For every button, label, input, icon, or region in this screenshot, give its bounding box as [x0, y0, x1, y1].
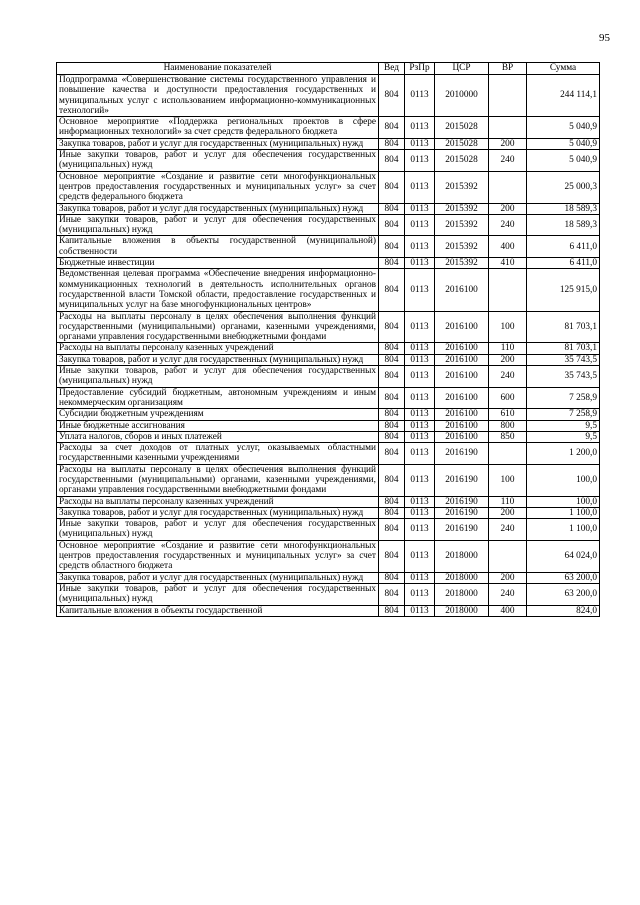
cell-vr: 110: [489, 496, 527, 507]
cell-sum: 125 915,0: [527, 269, 600, 311]
cell-csr: 2016100: [435, 366, 489, 388]
cell-rzpr: 0113: [405, 496, 435, 507]
cell-vr: 240: [489, 519, 527, 541]
cell-ved: 804: [379, 540, 405, 572]
cell-csr: 2015028: [435, 138, 489, 149]
cell-ved: 804: [379, 214, 405, 236]
table-row: [57, 420, 600, 431]
cell-ved: 804: [379, 366, 405, 388]
cell-sum: 5 040,9: [527, 138, 600, 149]
cell-name: Закупка товаров, работ и услуг для государственных (муниципальных) нужд: [57, 203, 379, 214]
cell-ved: 804: [379, 572, 405, 583]
cell-ved: 804: [379, 311, 405, 343]
cell-vr: 400: [489, 605, 527, 616]
cell-vr: 240: [489, 583, 527, 605]
cell-rzpr: 0113: [405, 431, 435, 442]
cell-sum: 6 411,0: [527, 258, 600, 269]
cell-rzpr: 0113: [405, 519, 435, 541]
cell-ved: 804: [379, 236, 405, 258]
table-row: [57, 258, 600, 269]
cell-csr: 2016100: [435, 409, 489, 420]
cell-sum: 100,0: [527, 496, 600, 507]
table-row: [57, 311, 600, 343]
cell-rzpr: 0113: [405, 117, 435, 139]
budget-table: [56, 62, 600, 617]
cell-ved: 804: [379, 443, 405, 465]
cell-name: Капитальные вложения в объекты государственной: [57, 605, 379, 616]
header-ved: Вед: [379, 63, 405, 75]
cell-csr: 2016190: [435, 464, 489, 496]
cell-rzpr: 0113: [405, 605, 435, 616]
cell-csr: 2018000: [435, 540, 489, 572]
cell-rzpr: 0113: [405, 138, 435, 149]
cell-ved: 804: [379, 269, 405, 311]
cell-rzpr: 0113: [405, 236, 435, 258]
cell-sum: 9,5: [527, 420, 600, 431]
cell-name: Закупка товаров, работ и услуг для государственных (муниципальных) нужд: [57, 138, 379, 149]
cell-rzpr: 0113: [405, 583, 435, 605]
cell-sum: 6 411,0: [527, 236, 600, 258]
cell-sum: 18 589,3: [527, 214, 600, 236]
table-row: [57, 443, 600, 465]
cell-name: Расходы на выплаты персоналу казенных учреждений: [57, 496, 379, 507]
cell-vr: 200: [489, 138, 527, 149]
cell-ved: 804: [379, 354, 405, 365]
cell-ved: 804: [379, 171, 405, 203]
cell-rzpr: 0113: [405, 540, 435, 572]
cell-csr: 2015392: [435, 258, 489, 269]
cell-vr: [489, 117, 527, 139]
table-row: [57, 150, 600, 172]
cell-ved: 804: [379, 496, 405, 507]
cell-vr: 200: [489, 507, 527, 518]
header-rzpr: РзПр: [405, 63, 435, 75]
page-number: 95: [599, 32, 610, 44]
cell-vr: 110: [489, 343, 527, 354]
cell-name: Расходы на выплаты персоналу в целях обеспечения выполнения функций государственными (муниципальными) органами, казенными учреждениями, органами управления государственными внебюджетными фондами: [57, 311, 379, 343]
cell-ved: 804: [379, 519, 405, 541]
cell-csr: 2015392: [435, 171, 489, 203]
header-sum: Сумма: [527, 63, 600, 75]
cell-csr: 2018000: [435, 583, 489, 605]
table-header-row: [57, 63, 600, 75]
cell-vr: 200: [489, 354, 527, 365]
cell-sum: 1 200,0: [527, 443, 600, 465]
cell-name: Ведомственная целевая программа «Обеспечение внедрения информационно-коммуникационных технологий в деятельность исполнительных органов государственной власти Томской области, предоставление государственных и муниципальных услуг на базе многофункциональных центров»: [57, 269, 379, 311]
cell-ved: 804: [379, 203, 405, 214]
cell-csr: 2016100: [435, 311, 489, 343]
cell-rzpr: 0113: [405, 354, 435, 365]
cell-rzpr: 0113: [405, 572, 435, 583]
cell-sum: 244 114,1: [527, 75, 600, 117]
table-row: [57, 507, 600, 518]
cell-rzpr: 0113: [405, 366, 435, 388]
cell-csr: 2015392: [435, 236, 489, 258]
cell-name: Субсидии бюджетным учреждениям: [57, 409, 379, 420]
cell-rzpr: 0113: [405, 409, 435, 420]
cell-sum: 18 589,3: [527, 203, 600, 214]
cell-name: Иные закупки товаров, работ и услуг для обеспечения государственных (муниципальных) нужд: [57, 583, 379, 605]
cell-name: Иные закупки товаров, работ и услуг для обеспечения государственных (муниципальных) нужд: [57, 519, 379, 541]
cell-csr: 2016190: [435, 519, 489, 541]
cell-name: Иные бюджетные ассигнования: [57, 420, 379, 431]
cell-vr: [489, 443, 527, 465]
table-row: [57, 605, 600, 616]
cell-sum: 1 100,0: [527, 507, 600, 518]
header-name: Наименование показателей: [57, 63, 379, 75]
cell-csr: 2018000: [435, 572, 489, 583]
table-row: [57, 269, 600, 311]
table-row: [57, 203, 600, 214]
cell-vr: 200: [489, 572, 527, 583]
table-row: [57, 572, 600, 583]
cell-rzpr: 0113: [405, 311, 435, 343]
cell-sum: 81 703,1: [527, 343, 600, 354]
table-row: [57, 138, 600, 149]
cell-name: Подпрограмма «Совершенствование системы государственного управления и повышение качества и доступности предоставления государственных и муниципальных услуг с использованием информационно-коммуникационных технологий»: [57, 75, 379, 117]
cell-name: Закупка товаров, работ и услуг для государственных (муниципальных) нужд: [57, 354, 379, 365]
cell-csr: 2015392: [435, 203, 489, 214]
cell-name: Основное мероприятие «Создание и развитие сети многофункциональных центров предоставления государственных и муниципальных услуг» за счет средств федерального бюджета: [57, 171, 379, 203]
table-row: [57, 431, 600, 442]
cell-csr: 2010000: [435, 75, 489, 117]
cell-rzpr: 0113: [405, 203, 435, 214]
table-row: [57, 75, 600, 117]
cell-sum: 7 258,9: [527, 387, 600, 409]
cell-vr: 850: [489, 431, 527, 442]
cell-vr: 100: [489, 311, 527, 343]
cell-vr: 240: [489, 150, 527, 172]
header-csr: ЦСР: [435, 63, 489, 75]
cell-vr: [489, 75, 527, 117]
table-row: [57, 496, 600, 507]
cell-ved: 804: [379, 431, 405, 442]
cell-rzpr: 0113: [405, 258, 435, 269]
cell-vr: 610: [489, 409, 527, 420]
cell-name: Иные закупки товаров, работ и услуг для обеспечения государственных (муниципальных) нужд: [57, 366, 379, 388]
table-row: [57, 519, 600, 541]
cell-ved: 804: [379, 150, 405, 172]
cell-csr: 2016100: [435, 354, 489, 365]
cell-csr: 2015392: [435, 214, 489, 236]
cell-csr: 2016100: [435, 387, 489, 409]
cell-ved: 804: [379, 258, 405, 269]
cell-ved: 804: [379, 387, 405, 409]
cell-csr: 2016100: [435, 431, 489, 442]
cell-ved: 804: [379, 117, 405, 139]
cell-sum: 63 200,0: [527, 572, 600, 583]
table-row: [57, 236, 600, 258]
cell-ved: 804: [379, 75, 405, 117]
cell-vr: 240: [489, 366, 527, 388]
cell-vr: 100: [489, 464, 527, 496]
table-row: [57, 117, 600, 139]
cell-csr: 2018000: [435, 605, 489, 616]
header-vr: ВР: [489, 63, 527, 75]
table-body: [57, 75, 600, 617]
cell-name: Иные закупки товаров, работ и услуг для обеспечения государственных (муниципальных) нужд: [57, 150, 379, 172]
cell-rzpr: 0113: [405, 387, 435, 409]
cell-ved: 804: [379, 343, 405, 354]
cell-sum: 64 024,0: [527, 540, 600, 572]
cell-sum: 25 000,3: [527, 171, 600, 203]
cell-name: Закупка товаров, работ и услуг для государственных (муниципальных) нужд: [57, 507, 379, 518]
table-row: [57, 354, 600, 365]
cell-name: Расходы на выплаты персоналу в целях обеспечения выполнения функций государственными (муниципальными) органами, казенными учреждениями, органами управления государственными внебюджетными фондами: [57, 464, 379, 496]
table-row: [57, 409, 600, 420]
cell-vr: 200: [489, 203, 527, 214]
cell-rzpr: 0113: [405, 150, 435, 172]
cell-csr: 2015028: [435, 117, 489, 139]
table-row: [57, 540, 600, 572]
cell-name: Закупка товаров, работ и услуг для государственных (муниципальных) нужд: [57, 572, 379, 583]
cell-sum: 100,0: [527, 464, 600, 496]
cell-rzpr: 0113: [405, 343, 435, 354]
cell-vr: 410: [489, 258, 527, 269]
cell-sum: 824,0: [527, 605, 600, 616]
cell-rzpr: 0113: [405, 443, 435, 465]
cell-name: Предоставление субсидий бюджетным, автономным учреждениям и иным некоммерческим организациям: [57, 387, 379, 409]
cell-vr: 800: [489, 420, 527, 431]
cell-csr: 2015028: [435, 150, 489, 172]
table-row: [57, 583, 600, 605]
cell-vr: [489, 540, 527, 572]
cell-vr: [489, 171, 527, 203]
cell-rzpr: 0113: [405, 507, 435, 518]
cell-sum: 35 743,5: [527, 366, 600, 388]
cell-sum: 63 200,0: [527, 583, 600, 605]
cell-ved: 804: [379, 605, 405, 616]
table-row: [57, 387, 600, 409]
cell-name: Расходы за счет доходов от платных услуг, оказываемых областными государственными казенными учреждениями: [57, 443, 379, 465]
cell-sum: 35 743,5: [527, 354, 600, 365]
cell-csr: 2016190: [435, 443, 489, 465]
cell-vr: 400: [489, 236, 527, 258]
cell-vr: 240: [489, 214, 527, 236]
cell-sum: 5 040,9: [527, 117, 600, 139]
cell-rzpr: 0113: [405, 420, 435, 431]
table-row: [57, 366, 600, 388]
table-row: [57, 464, 600, 496]
cell-rzpr: 0113: [405, 269, 435, 311]
cell-vr: [489, 269, 527, 311]
cell-ved: 804: [379, 583, 405, 605]
cell-name: Основное мероприятие «Создание и развитие сети многофункциональных центров предоставления государственных и муниципальных услуг» за счет средств областного бюджета: [57, 540, 379, 572]
cell-rzpr: 0113: [405, 171, 435, 203]
cell-ved: 804: [379, 420, 405, 431]
cell-csr: 2016190: [435, 496, 489, 507]
cell-csr: 2016100: [435, 269, 489, 311]
cell-ved: 804: [379, 138, 405, 149]
cell-name: Основное мероприятие «Поддержка региональных проектов в сфере информационных технологий» за счет средств федерального бюджета: [57, 117, 379, 139]
cell-name: Капитальные вложения в объекты государственной (муниципальной) собственности: [57, 236, 379, 258]
cell-csr: 2016190: [435, 507, 489, 518]
cell-csr: 2016100: [435, 343, 489, 354]
cell-name: Бюджетные инвестиции: [57, 258, 379, 269]
cell-csr: 2016100: [435, 420, 489, 431]
cell-vr: 600: [489, 387, 527, 409]
cell-name: Расходы на выплаты персоналу казенных учреждений: [57, 343, 379, 354]
cell-ved: 804: [379, 464, 405, 496]
table-row: [57, 214, 600, 236]
cell-sum: 1 100,0: [527, 519, 600, 541]
cell-ved: 804: [379, 507, 405, 518]
cell-ved: 804: [379, 409, 405, 420]
cell-rzpr: 0113: [405, 214, 435, 236]
cell-sum: 81 703,1: [527, 311, 600, 343]
table-row: [57, 171, 600, 203]
cell-sum: 9,5: [527, 431, 600, 442]
cell-name: Уплата налогов, сборов и иных платежей: [57, 431, 379, 442]
cell-sum: 7 258,9: [527, 409, 600, 420]
cell-sum: 5 040,9: [527, 150, 600, 172]
cell-rzpr: 0113: [405, 464, 435, 496]
cell-name: Иные закупки товаров, работ и услуг для обеспечения государственных (муниципальных) нужд: [57, 214, 379, 236]
cell-rzpr: 0113: [405, 75, 435, 117]
table-row: [57, 343, 600, 354]
